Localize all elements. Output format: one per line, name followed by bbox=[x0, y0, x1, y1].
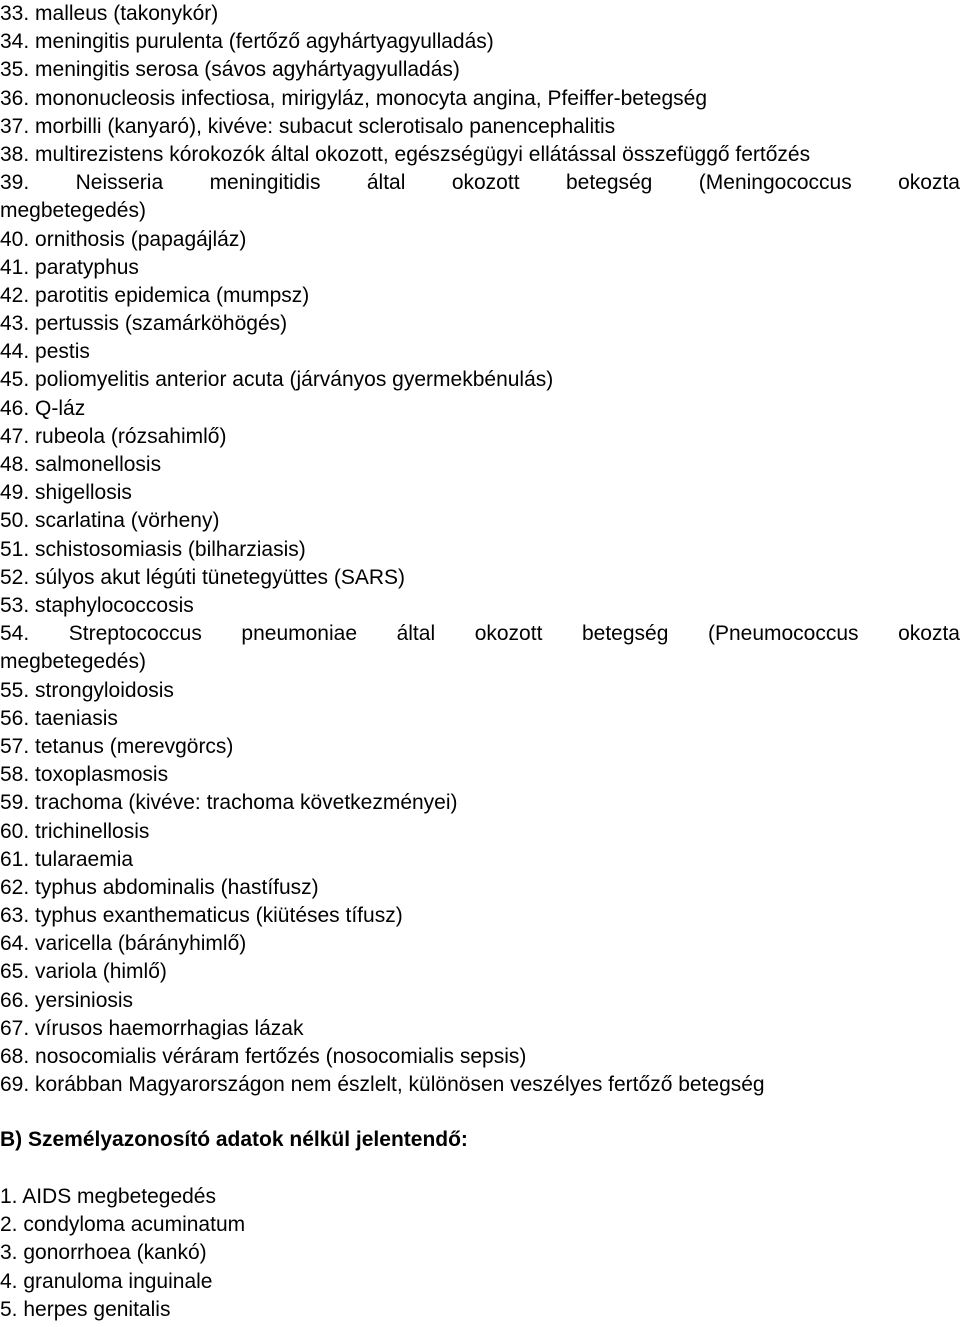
section-b-heading: B) Személyazonosító adatok nélkül jelentendő: bbox=[0, 1128, 468, 1151]
list-item: 38. multirezistens kórokozók által okozott, egészségügyi ellátással összefüggő fertőzés bbox=[0, 142, 811, 166]
list-item: 53. staphylococcosis bbox=[0, 593, 194, 617]
list-item: 68. nosocomialis véráram fertőzés (nosocomialis sepsis) bbox=[0, 1045, 527, 1068]
list-item: 46. Q-láz bbox=[0, 396, 86, 420]
list-item-line-1: 39. Neisseria meningitidis által okozott betegség (Meningococcus okozta bbox=[0, 171, 960, 195]
list-item: 3. gonorrhoea (kankó) bbox=[0, 1241, 207, 1265]
list-item: 57. tetanus (merevgörcs) bbox=[0, 734, 234, 758]
list-item: 2. condyloma acuminatum bbox=[0, 1213, 246, 1237]
list-item: 51. schistosomiasis (bilharziasis) bbox=[0, 537, 306, 561]
list-item-line-1: 54. Streptococcus pneumoniae által okozott betegség (Pneumococcus okozta bbox=[0, 622, 960, 646]
list-item: 42. parotitis epidemica (mumpsz) bbox=[0, 283, 310, 307]
list-item: 47. rubeola (rózsahimlő) bbox=[0, 424, 227, 448]
list-item: 52. súlyos akut légúti tünetegyüttes (SARS) bbox=[0, 565, 406, 589]
list-item: 4. granuloma inguinale bbox=[0, 1269, 213, 1293]
list-item-line-2: megbetegedés) bbox=[0, 199, 146, 223]
list-item: 49. shigellosis bbox=[0, 481, 132, 505]
list-item: 56. taeniasis bbox=[0, 706, 118, 730]
list-item: 34. meningitis purulenta (fertőző agyhártyagyulladás) bbox=[0, 30, 494, 54]
list-item: 43. pertussis (szamárköhögés) bbox=[0, 312, 288, 336]
list-item: 44. pestis bbox=[0, 340, 90, 364]
list-item: 67. vírusos haemorrhagias lázak bbox=[0, 1016, 304, 1040]
list-item: 41. paratyphus bbox=[0, 255, 139, 279]
list-item: 65. variola (himlő) bbox=[0, 960, 167, 984]
list-item: 64. varicella (bárányhimlő) bbox=[0, 932, 247, 956]
list-item: 5. herpes genitalis bbox=[0, 1297, 171, 1321]
disease-list-b bbox=[0, 1183, 960, 1324]
list-item: 36. mononucleosis infectiosa, mirigyláz, monocyta angina, Pfeiffer-betegség bbox=[0, 86, 707, 110]
list-item: 33. malleus (takonykór) bbox=[0, 2, 219, 25]
list-item: 61. tularaemia bbox=[0, 847, 134, 871]
list-item: 63. typhus exanthematicus (kiütéses tífusz) bbox=[0, 904, 403, 928]
list-item: 58. toxoplasmosis bbox=[0, 763, 169, 787]
list-item: 55. strongyloidosis bbox=[0, 678, 174, 702]
list-item: 50. scarlatina (vörheny) bbox=[0, 509, 220, 533]
list-item: 48. salmonellosis bbox=[0, 453, 162, 477]
list-item-multiline bbox=[0, 169, 960, 225]
list-item: 1. AIDS megbetegedés bbox=[0, 1185, 216, 1208]
list-item: 59. trachoma (kivéve: trachoma következményei) bbox=[0, 791, 458, 815]
list-item: 62. typhus abdominalis (hastífusz) bbox=[0, 875, 319, 899]
list-item-line-2: megbetegedés) bbox=[0, 650, 146, 674]
list-item: 40. ornithosis (papagájláz) bbox=[0, 227, 247, 251]
list-item: 45. poliomyelitis anterior acuta (járványos gyermekbénulás) bbox=[0, 368, 554, 392]
list-item-multiline bbox=[0, 620, 960, 676]
list-item: 60. trichinellosis bbox=[0, 819, 150, 843]
list-item: 69. korábban Magyarországon nem észlelt, különösen veszélyes fertőző betegség bbox=[0, 1073, 765, 1097]
list-item: 37. morbilli (kanyaró), kivéve: subacut sclerotisalo panencephalitis bbox=[0, 114, 616, 138]
list-item: 66. yersiniosis bbox=[0, 988, 134, 1012]
list-item: 35. meningitis serosa (sávos agyhártyagyulladás) bbox=[0, 58, 460, 82]
